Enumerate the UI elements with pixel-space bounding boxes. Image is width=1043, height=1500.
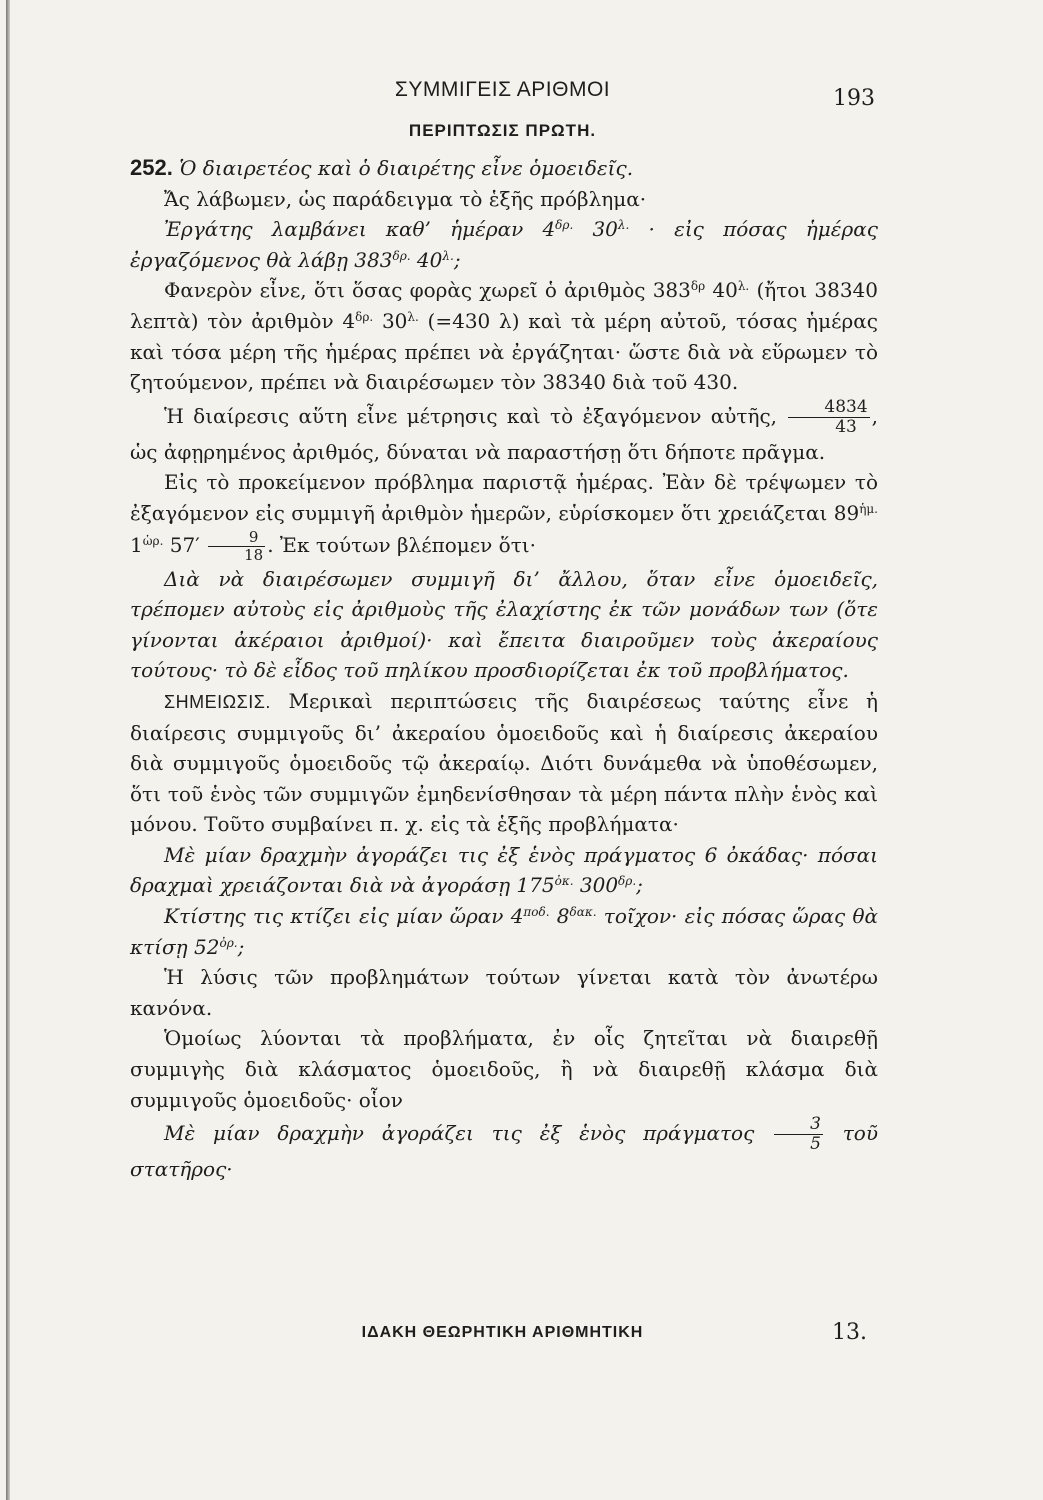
division-rule: Διὰ νὰ διαιρέσωμεν συμμιγῆ δι’ ἄλλου, ὅταν εἶνε ὁμοειδεῖς, τρέπομεν αὐτοὺς εἰς ἀριθμοὺς τῆς ἐλαχίστης ἐκ τῶν μονάδων των (ὅτε γίνονται ἀκέραιοι ἀριθμοί)· καὶ ἔπειτα διαιροῦμεν τοὺς ἀκεραίους τούτους· τὸ δὲ εἶδος τοῦ πηλίκου προσδιορίζεται ἐκ τοῦ προβλήματος. — [130, 566, 878, 683]
remarks-label: ΣΗΜΕΙΩΣΙΣ. — [164, 691, 271, 712]
seconds-fraction: $\frac{9}{18}$ — [208, 529, 265, 564]
example-problem: Ἐργάτης λαμβάνει καθ’ ἡμέραν $4^{\delta\rho.}$ $30^{\lambda.}$ · εἰς πόσας ἡμέρας ἐργαζόμενος θὰ λάβῃ $383^{\delta\rho.}$ $40^{\lambda.}$; — [130, 217, 878, 272]
signature-mark: 13. — [832, 1320, 867, 1345]
last-example: Μὲ μίαν δραχμὴν ἀγοράζει τις ἐξ ἑνὸς πράγματος $\frac{3}{5}$ τοῦ στατῆρος· — [130, 1114, 878, 1182]
stater-fraction: $\frac{3}{5}$ — [774, 1115, 823, 1154]
paragraph-number: 252. — [130, 155, 173, 180]
example-intro: Ἄς λάβωμεν, ὡς παράδειγμα τὸ ἑξῆς πρόβλημα· — [164, 186, 647, 211]
explanation-paragraph: Φανερὸν εἶνε, ὅτι ὅσας φορὰς χωρεῖ ὁ ἀριθμὸς $383^{\delta\rho}$ $40^{\lambda.}$ (ἤτοι 38340 λεπτὰ) τὸν ἀριθμὸν $4^{\delta\rho.}$ $30^{\lambda.}$ (=430 λ) καὶ τὰ μέρη αὐτοῦ, τόσας ἡμέρας καὶ τόσα μέρη τῆς ἡμέρας πρέπει νὰ ἐργάζηται· ὥστε διὰ νὰ εὕρωμεν τὸ ζητούμενον, πρέπει νὰ διαιρέσωμεν τὸν 38340 διὰ τοῦ 430. — [130, 278, 878, 395]
similar-problems-paragraph: Ὁμοίως λύονται τὰ προβλήματα, ἐν οἷς ζητεῖται νὰ διαιρεθῇ συμμιγὴς διὰ κλάσματος ὁμοειδοῦς, ἢ νὰ διαιρεθῇ κλάσμα διὰ συμμιγοῦς ὁμοειδοῦς· οἷον — [130, 1026, 878, 1112]
example-2: Κτίστης τις κτίζει εἰς μίαν ὥραν $4^{\pi o\delta.}$ $8^{\delta\alpha\kappa.}$ τοῖχον· εἰς πόσας ὥρας θὰ κτίσῃ $52^{ὀ\rho.}$; — [130, 904, 878, 959]
paragraph-252-heading — [130, 153, 878, 184]
quotient-fraction: $\frac{4834}{43}$ — [788, 398, 869, 437]
section-heading: ΠΕΡΙΠΤΩΣΙΣ ΠΡΩΤΗ. — [408, 121, 597, 140]
example-1: Μὲ μίαν δραχμὴν ἀγοράζει τις ἐξ ἑνὸς πράγματος 6 ὀκάδας· πόσαι δραχμαὶ χρειάζονται διὰ νὰ ἀγοράσῃ $175^{ὀ\kappa.}$ $300^{\delta\rho.}$; — [130, 842, 878, 898]
remarks-paragraph: ΣΗΜΕΙΩΣΙΣ. Μερικαὶ περιπτώσεις τῆς διαιρέσεως ταύτης εἶνε ἡ διαίρεσις συμμιγοῦς δι’ ἀκεραίου ὁμοειδοῦς καὶ ἡ διαίρεσις ἀκεραίου διὰ συμμιγοῦς ὁμοειδοῦς τῷ ἀκεραίῳ. Διότι δυνάμεθα νὰ ὑποθέσωμεν, ὅτι τοῦ ἑνὸς τῶν συμμιγῶν ἐμηδενίσθησαν τὰ μέρη πάντα πλὴν ἑνὸς καὶ μόνου. Τοῦτο συμβαίνει π. χ. εἰς τὰ ἑξῆς προβλήματα· — [130, 688, 878, 837]
case-statement: Ὁ διαιρετέος καὶ ὁ διαιρέτης εἶνε ὁμοειδεῖς. — [179, 156, 634, 180]
page-number: 193 — [833, 86, 875, 111]
page-footer — [130, 1320, 875, 1350]
solution-paragraph: Ἡ λύσις τῶν προβλημάτων τούτων γίνεται κατὰ τὸν ἀνωτέρω κανόνα. — [130, 965, 878, 1020]
page-header — [130, 74, 875, 111]
division-paragraph: Ἡ διαίρεσις αὕτη εἶνε μέτρησις καὶ τὸ ἐξαγόμενον αὐτῆς, $\frac{4834}{43}$ , ὡς ἀφῃρημένος ἀριθμός, δύναται νὰ παραστήσῃ ὅτι δήποτε πρᾶγμα. — [130, 396, 878, 464]
running-title: ΣΥΜΜΙΓΕΙΣ ΑΡΙΘΜΟΙ — [394, 78, 611, 101]
page-binding-edge — [6, 0, 10, 1500]
days-paragraph: Εἰς τὸ προκείμενον πρόβλημα παριστᾷ ἡμέρας. Ἐὰν δὲ τρέψωμεν τὸ ἐξαγόμενον εἰς συμμιγῆ ἀριθμὸν ἡμερῶν, εὑρίσκομεν ὅτι χρειάζεται $89^{ἡ\mu.}$ $1^{ὡ\rho.}$ 57′ $\frac{9}{18}$ . Ἐκ τούτων βλέπομεν ὅτι· — [130, 470, 878, 564]
book-title-footer: ΙΔΑΚΗ ΘΕΩΡΗΤΙΚΗ ΑΡΙΘΜΗΤΙΚΗ — [361, 1324, 644, 1341]
page-body — [130, 153, 878, 1185]
